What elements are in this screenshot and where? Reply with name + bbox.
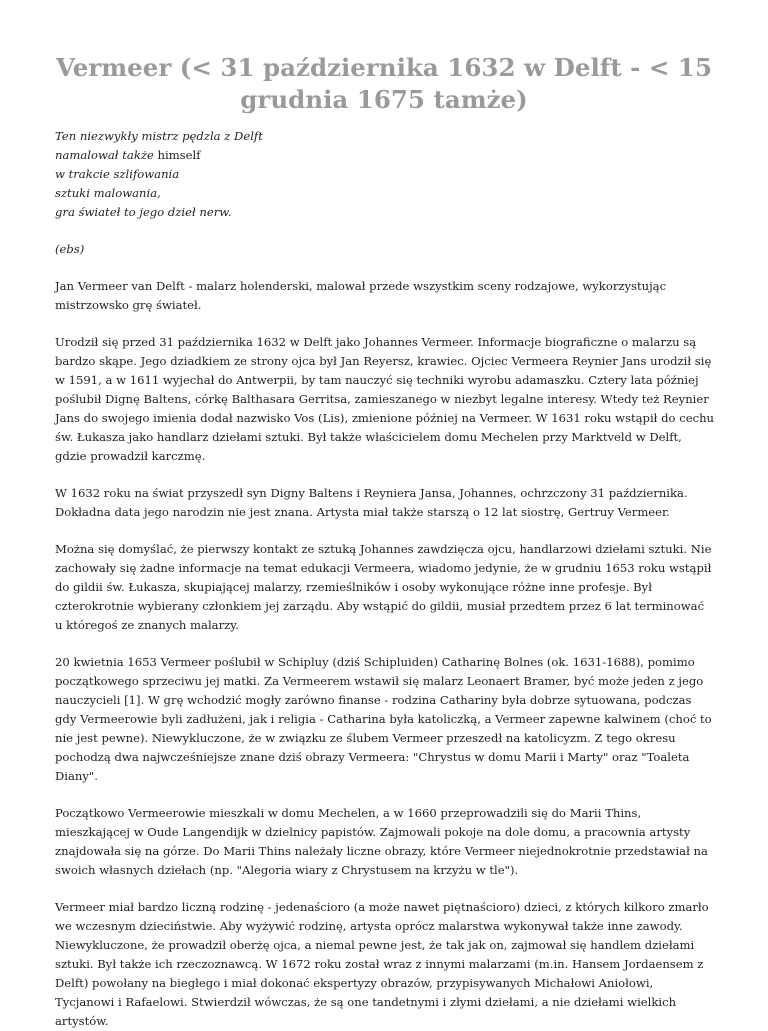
poem-line-4: sztuki malowania, — [55, 186, 161, 200]
paragraph-birth: W 1632 roku na świat przyszedł syn Digny Baltens i Reyniera Jansa, Johannes, ochrzczony 31 października. Dokładna data jego narodzin nie jest znana. Artysta miał także starszą o 12 lat siostrę, Gertruy Vermeer. — [55, 486, 688, 519]
poem-line-2-normal: himself — [153, 148, 201, 162]
page-title: Vermeer (< 31 października 1632 w Delft - < 15 grudnia 1675 tamże) — [55, 53, 713, 114]
poem-line-5: gra świateł to jego dzieł nerw. — [55, 205, 232, 219]
poem-signature: (ebs) — [55, 242, 85, 256]
poem-line-2 — [55, 146, 715, 165]
poem — [55, 127, 715, 222]
poem-line-1: Ten niezwykły mistrz pędzla z Delft — [55, 129, 263, 143]
paragraph-residence: Początkowo Vermeerowie mieszkali w domu Mechelen, a w 1660 przeprowadzili się do Marii Thins, mieszkającej w Oude Langendijk w dzielnicy papistów. Zajmowali pokoje na dole domu, a pracownia artysty znajdowała się na górze. Do Marii Thins należały liczne obrazy, które Vermeer niejednokrotnie przedstawiał na swoich własnych dziełach (np. "Alegoria wiary z Chrystusem na krzyżu w tle"). — [55, 806, 708, 877]
paragraph-intro: Jan Vermeer van Delft - malarz holenderski, malował przede wszystkim sceny rodzajowe, wykorzystując mistrzowsko grę świateł. — [55, 279, 667, 312]
paragraph-education: Można się domyślać, że pierwszy kontakt ze sztuką Johannes zawdzięcza ojcu, handlarzowi dziełami sztuki. Nie zachowały się żadne informacje na temat edukacji Vermeera, wiadomo jedynie, że w grudniu 1653 roku wstąpił do gildii św. Łukasza, skupiającej malarzy, rzemieślników i osoby wykonujące różne inne profesje. Był czterokrotnie wybierany członkiem jej zarządu. Aby wstąpić do gildii, musiał przedtem przez 6 lat terminować u któregoś ze znanych malarzy. — [55, 542, 712, 632]
paragraph-origins: Urodził się przed 31 października 1632 w Delft jako Johannes Vermeer. Informacje biograficzne o malarzu są bardzo skąpe. Jego dziadkiem ze strony ojca był Jan Reyersz, krawiec. Ojciec Vermeera Reynier Jans urodził się w 1591, a w 1611 wyjechał do Antwerpii, by tam nauczyć się techniki wyrobu adamaszku. Cztery lata później poślubił Dignę Baltens, córkę Balthasara Gerritsa, zamieszanego w niezbyt legalne interesy. Wtedy też Reynier Jans do swojego imienia dodał nazwisko Vos (Lis), zmienione później na Vermeer. W 1631 roku wstąpił do cechu św. Łukasza jako handlarz dziełami sztuki. Był także właścicielem domu Mechelen przy Marktveld w Delft, gdzie prowadził karczmę. — [55, 335, 714, 463]
paragraph-family: Vermeer miał bardzo liczną rodzinę - jedenaścioro (a może nawet piętnaścioro) dzieci, z których kilkoro zmarło we wczesnym dzieciństwie. Aby wyżywić rodzinę, artysta oprócz malarstwa wykonywał także inne zawody. Niewykluczone, że prowadził oberżę ojca, a niemal pewne jest, że tak jak on, zajmował się handlem dziełami sztuki. Był także ich rzeczoznawcą. W 1672 roku został wraz z innymi malarzami (m.in. Hansem Jordaensem z Delft) powołany na biegłego i miał dokonać ekspertyzy obrazów, przypisywanych Michałowi Aniołowi, Tycjanowi i Rafaelowi. Stwierdził wówczas, że są one tandetnymi i złymi dziełami, a nie dziełami wielkich artystów. — [55, 900, 709, 1028]
paragraph-marriage: 20 kwietnia 1653 Vermeer poślubił w Schipluy (dziś Schipluiden) Catharinę Bolnes (ok. 1631-1688), pomimo początkowego sprzeciwu jej matki. Za Vermeerem wstawił się malarz Leonaert Bramer, być może jeden z jego nauczycieli [1]. W grę wchodzić mogły zarówno finanse - rodzina Cathariny była dobrze sytuowana, podczas gdy Vermeerowie byli zadłużeni, jak i religia - Catharina była katoliczką, a Vermeer zapewne kalwinem (choć to nie jest pewne). Niewykluczone, że w związku ze ślubem Vermeer przeszedł na katolicyzm. Z tego okresu pochodzą dwa najwcześniejsze znane dziś obrazy Vermeera: "Chrystus w domu Marii i Marty" oraz "Toaleta Diany". — [55, 655, 712, 783]
poem-line-2-italic: namalował także — [55, 148, 154, 162]
poem-line-3: w trakcie szlifowania — [55, 167, 180, 181]
document-body — [55, 127, 715, 1031]
